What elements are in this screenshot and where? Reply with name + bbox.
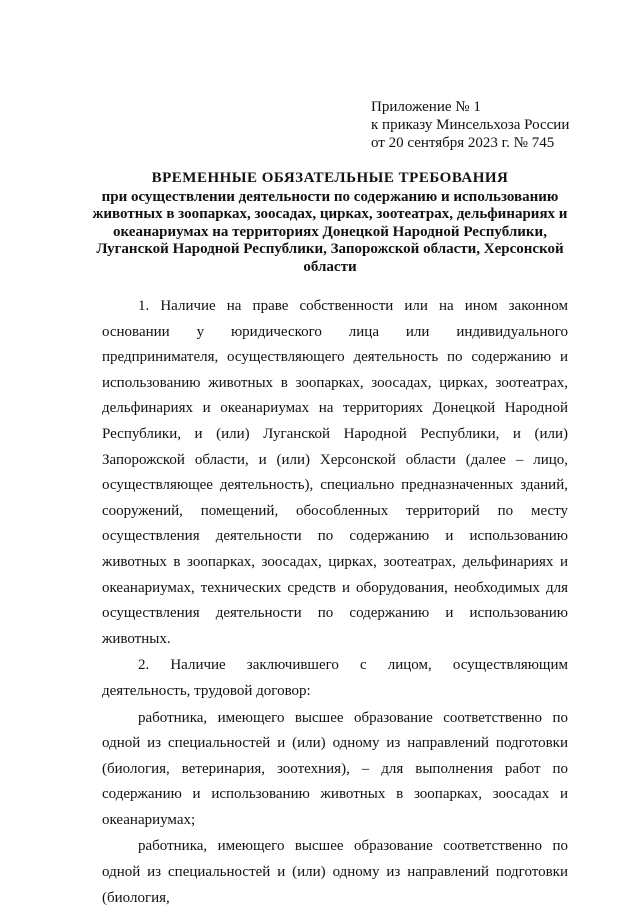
appendix-order-date: от 20 сентября 2023 г. № 745 xyxy=(371,135,555,151)
paragraph-1: 1. Наличие на праве собственности или на ином законном основании у юридического лица или индивидуального предпринимателя, осуществляющего деятельность по содержанию и использованию животных в зоопарках, зоосадах, цирках, зоотеатрах, дельфинариях и океанариумах на территориях Донецкой Народной Республики, и (или) Луганской Народной Республики, и (или) Запорожской области, и (или) Херсонской области (далее – лицо, осуществляющее деятельность), специально предназначенных зданий, сооружений, помещений, обособленных территорий по месту осуществления деятельности по содержанию и использованию животных в зоопарках, зоосадах, цирках, зоотеатрах, дельфинариях и океанариумах, технических средств и оборудования, необходимых для осуществления деятельности по содержанию и использованию животных. xyxy=(102,298,568,647)
appendix-number: Приложение № 1 xyxy=(371,99,481,115)
document-body xyxy=(102,294,568,912)
document-heading xyxy=(90,170,570,276)
paragraph-2: 2. Наличие заключившего с лицом, осуществляющим деятельность, трудовой договор: xyxy=(102,657,568,699)
document-subtitle: при осуществлении деятельности по содержанию и использованию животных в зоопарках, зоосадах, цирках, зоотеатрах, дельфинариях и океанариумах на территориях Донецкой Народной Республики, Луганской Народной Республики, Запорожской области, Херсонской области xyxy=(92,188,568,275)
document-title: ВРЕМЕННЫЕ ОБЯЗАТЕЛЬНЫЕ ТРЕБОВАНИЯ xyxy=(151,170,509,186)
paragraph-2-item-1: работника, имеющего высшее образование соответственно по одной из специальностей и (или) одному из направлений подготовки (биология, ветеринария, зоотехния), – для выполнения работ по содержанию и использованию животных в зоопарках, зоосадах и океанариумах; xyxy=(102,709,568,828)
appendix-order-ref: к приказу Минсельхоза России xyxy=(371,117,570,133)
appendix-reference xyxy=(371,98,611,152)
paragraph-2-item-2: работника, имеющего высшее образование соответственно по одной из специальностей и (или) одному из направлений подготовки (биология, xyxy=(102,838,568,906)
